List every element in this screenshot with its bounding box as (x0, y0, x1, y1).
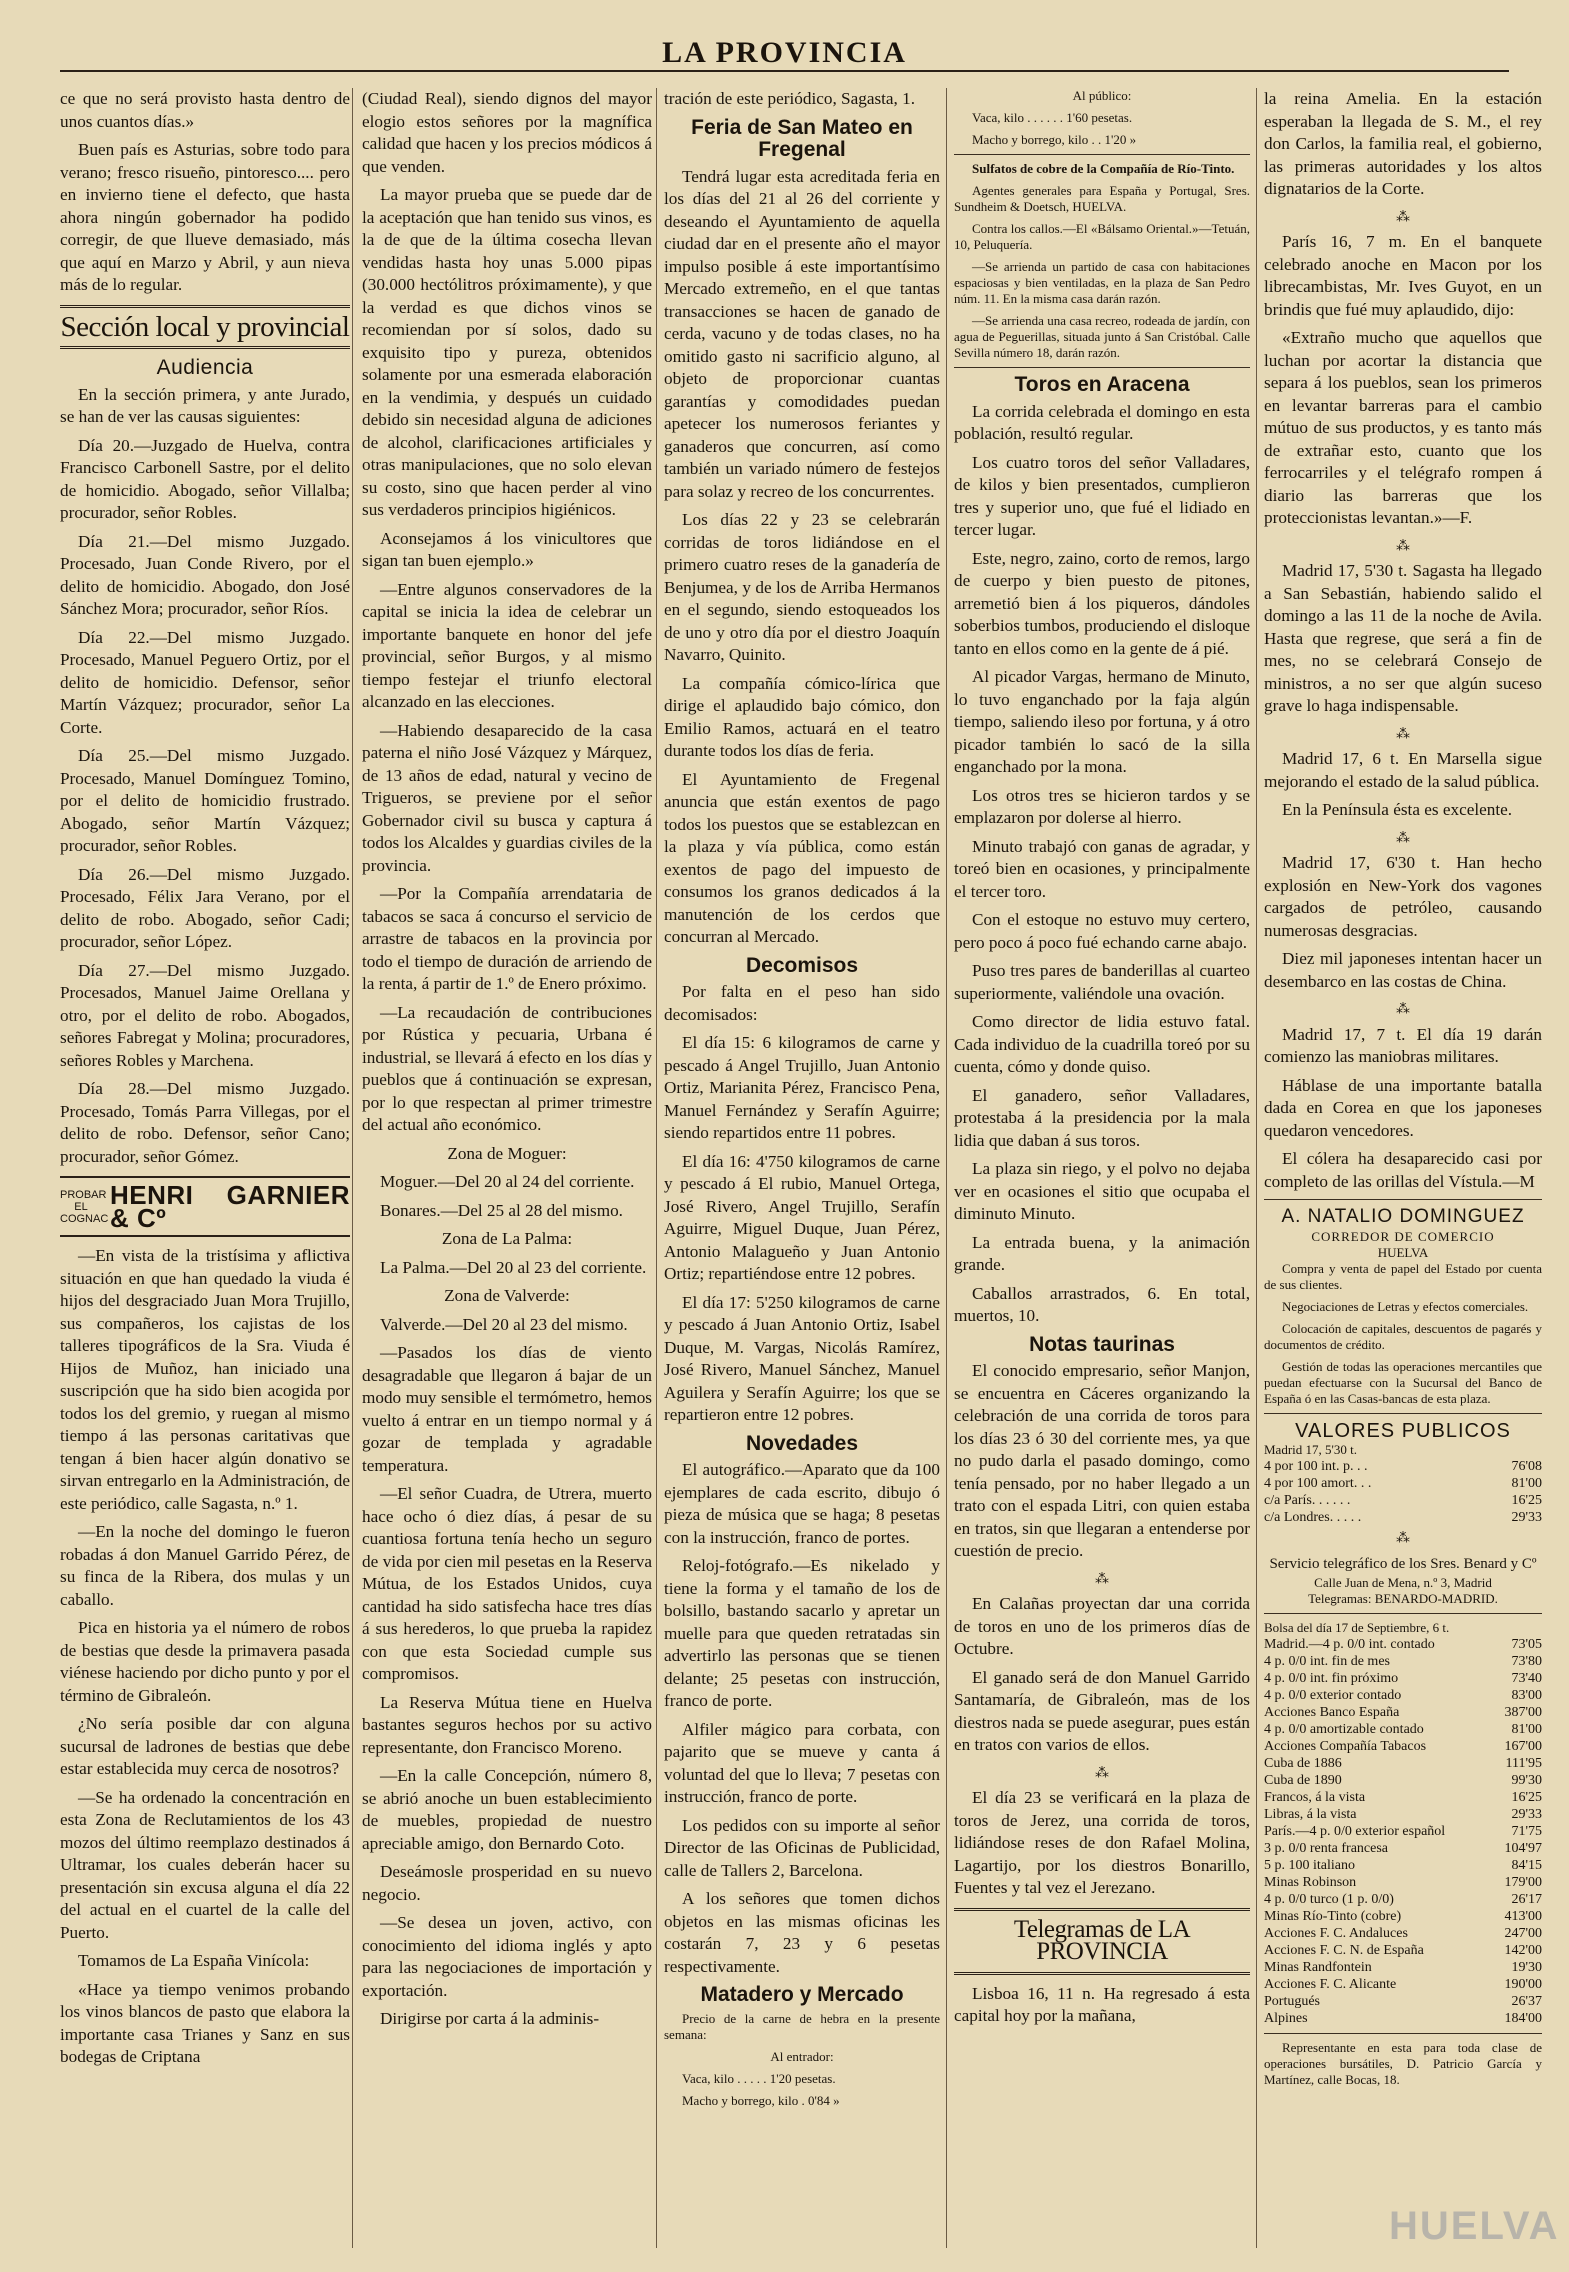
quote-row (1264, 1670, 1542, 1687)
quote-row (1264, 2010, 1542, 2027)
quote-row (1264, 1925, 1542, 1942)
column-rule (946, 88, 947, 2248)
asterism: ⁂ (1095, 1765, 1109, 1781)
paragraph: —En la noche del domingo le fueron robadas á don Manuel Garrido Pérez, de su finca de la Ribera, dos mulas y un caballo. (60, 1522, 350, 1609)
toros-heading: Toros en Aracena (1014, 373, 1190, 396)
quote-value: 83'00 (1511, 1688, 1542, 1703)
quote-row (1264, 1891, 1542, 1908)
price-subhead: Al público: (1072, 88, 1132, 103)
quote-label: 4 p. 0/0 exterior contado (1264, 1688, 1402, 1703)
paragraph: Por falta en el peso han sido decomisados: (664, 982, 940, 1024)
paragraph: —Se desea un joven, activo, con conocimiento del idioma inglés y apto para las negociaciones de importación y exportación. (362, 1913, 652, 2000)
broker-name: A. NATALIO DOMINGUEZ (1281, 1206, 1525, 1227)
benard-title: Servicio telegráfico de los Sres. Benard y Cº (1269, 1555, 1537, 1572)
quote-row (1264, 1857, 1542, 1874)
court-case: Día 20.—Juzgado de Huelva, contra Francisco Carbonell Sastre, por el delito de homicidio. Abogado, señor Villalba; procurador, señor Robles. (60, 435, 350, 522)
benard-telegram: Telegramas: BENARDO-MADRID. (1308, 1591, 1498, 1606)
asterism: ⁂ (1396, 1531, 1410, 1546)
quote-value: 81'00 (1511, 1722, 1542, 1737)
divider (1264, 1199, 1542, 1200)
paragraph: Háblase de una importante batalla dada en Corea en que los japoneses quedaron vencedores. (1264, 1075, 1542, 1140)
paragraph: Al picador Vargas, hermano de Minuto, lo tuvo enganchado por la faja algún tiempo, saliendo ileso por fortuna, y á otro picador también lo sacó de la silla enganchado por la mona. (954, 667, 1250, 776)
quote-value: 16'25 (1511, 1493, 1542, 1508)
divider (1264, 1613, 1542, 1614)
quote-value: 73'05 (1511, 1637, 1542, 1652)
zone-line: Valverde.—Del 20 al 23 del mismo. (380, 1314, 628, 1334)
section-title: Sección local y provincial (60, 310, 350, 343)
ad-sulfatos: Sulfatos de cobre de la Compañía de Río-Tinto. (972, 161, 1235, 176)
court-case: Día 21.—Del mismo Juzgado. Procesado, Juan Conde Rivero, por el delito de homicidio. Abogado, don José Sánchez Mora; procurador, señor Ríos. (60, 531, 350, 618)
quote-value: 16'25 (1511, 1790, 1542, 1805)
paragraph: Como director de lidia estuvo fatal. Cada individuo de la cuadrilla toreó por su cuenta, cómo y donde quiso. (954, 1012, 1250, 1076)
paragraph: Buen país es Asturias, sobre todo para verano; fresco risueño, pintoresco.... pero en invierno tiene el defecto, que hasta ahora ningún gobernador ha podido corregir, de que llueve demasiado, más que aquí en Marzo y Abril, y aun nieva más de lo regular. (60, 140, 350, 294)
zone-title: Zona de Valverde: (444, 1286, 570, 1305)
price-subhead: Al entrador: (770, 2048, 834, 2064)
paragraph: Caballos arrastrados, 6. En total, muertos, 10. (954, 1283, 1250, 1325)
quote-row (1264, 1653, 1542, 1670)
quote-label: 4 por 100 int. p. . . (1264, 1459, 1368, 1474)
paragraph: —En vista de la tristísima y aflictiva situación en que han quedado la viuda é hijos del desgraciado Juan Mora Trujillo, sus compañeros, los cajistas de los talleres tipográficos de la Sra. Viuda é Hijos de Muñoz, han iniciado una suscripción que ha sido bien acogida por todos los del gremio, y ruegan al mismo tiempo á las personas caritativas que tengan á bien hacer algún donativo se sirvan entregarlo en la Administración, de este periódico, calle Sagasta, n.º 1. (60, 1246, 350, 1513)
paragraph: El día 23 se verificará en la plaza de toros de Jerez, una corrida de toros, lidiándose reses de don Rafael Molina, Lagartijo, por los diestros Bonarillo, Fuentes y tal vez el Jerezano. (954, 1788, 1250, 1897)
quote-value: 26'17 (1511, 1892, 1542, 1907)
quote-value: 190'00 (1504, 1977, 1542, 1992)
audiencia-heading: Audiencia (156, 356, 254, 379)
paragraph: El día 15: 6 kilogramos de carne y pescado á Angel Trujillo, Juan Antonio Ortiz, Marianita Pérez, Francisco Pena, Manuel Fernández y Serafín Aguirre; siendo repartidos entre 11 pobres. (664, 1033, 940, 1142)
valores-date: Madrid 17, 5'30 t. (1264, 1442, 1357, 1457)
quote-label: Cuba de 1886 (1264, 1756, 1342, 1771)
paragraph: En la sección primera, y ante Jurado, se han de ver las causas siguientes: (60, 384, 350, 426)
quote-row (1264, 1475, 1542, 1492)
quote-row (1264, 1721, 1542, 1738)
paragraph: tración de este periódico, Sagasta, 1. (664, 89, 916, 108)
quote-label: 4 p. 0/0 int. fin próximo (1264, 1671, 1399, 1686)
quote-value: 81'00 (1511, 1476, 1542, 1491)
paragraph: Lisboa 16, 11 n. Ha regresado á esta capital hoy por la mañana, (954, 1983, 1250, 2025)
quote-label: Acciones F. C. Andaluces (1264, 1926, 1408, 1941)
divider (60, 305, 350, 308)
quote-value: 26'37 (1511, 1994, 1542, 2009)
quote-value: 104'97 (1504, 1841, 1542, 1856)
paragraph: Con el estoque no estuvo muy certero, pero poco á poco fué echando carne abajo. (954, 910, 1250, 952)
paragraph: El ganadero, señor Valladares, protestaba á la presidencia por la mala lidia que daban á sus toros. (954, 1085, 1250, 1150)
paragraph: Madrid 17, 7 t. El día 19 darán comienzo las maniobras militares. (1264, 1024, 1542, 1066)
divider (954, 367, 1250, 368)
court-case: Día 28.—Del mismo Juzgado. Procesado, Tomás Parra Villegas, por el delito de robo. Defensor, señor Cano; procurador, señor Gómez. (60, 1079, 350, 1166)
ad-probar: PROBAR EL COGNAC (60, 1188, 109, 1225)
paragraph: Aconsejamos á los vinicultores que sigan tan buen ejemplo.» (362, 528, 652, 570)
paragraph: —Por la Compañía arrendataria de tabacos se saca á concurso el servicio de arrastre de tabacos en la provincia por todo el tiempo de duración de arriendo de la renta, á partir de 1.º de Enero próximo. (362, 884, 652, 993)
divider (954, 1908, 1250, 1911)
quote-row (1264, 1908, 1542, 1925)
quote-label: Cuba de 1890 (1264, 1773, 1342, 1788)
quote-value: 71'75 (1511, 1824, 1542, 1839)
quote-row (1264, 1755, 1542, 1772)
feria-heading: Feria de San Mateo en Fregenal (691, 115, 913, 161)
column-3 (664, 88, 940, 2115)
paragraph: El ganado será de don Manuel Garrido Santamaría, de Gibraleón, mas de los diestros nada se puede asegurar, pues están en tratos con varios de ellos. (954, 1667, 1250, 1754)
quote-label: c/a París. . . . . . (1264, 1493, 1351, 1508)
paragraph: «Extraño mucho que aquellos que luchan por acortar la distancia que separa á los pueblos, sean los primeros en levantar barreras para el cambio mútuo de sus productos, y es tanto más de extrañar esto, cuanto que los ferrocarriles y el telégrafo rompen á diario las barreras que los proteccionistas levantan.»—F. (1264, 328, 1542, 527)
quote-label: Acciones F. C. Alicante (1264, 1977, 1397, 1992)
quote-row (1264, 1492, 1542, 1509)
asterism: ⁂ (1396, 1002, 1410, 1017)
telegramas-heading: Telegramas de LA PROVINCIA (1013, 1915, 1191, 1965)
quote-row (1264, 1509, 1542, 1526)
paragraph: «Hace ya tiempo venimos probando los vinos blancos de pasto que elabora la importante casa Trianes y Sanz en sus bodegas de Criptana (60, 1979, 350, 2066)
quote-label: París.—4 p. 0/0 exterior español (1264, 1824, 1446, 1839)
paragraph: Los días 22 y 23 se celebrarán corridas de toros lidiándose en el primero cuatro reses de la ganadería de Benjumea, y de los de Arriba Hermanos en el segundo, siendo estoqueados los de uno y otro día por el diestro Joaquín Navarro, Quinito. (664, 510, 940, 664)
paragraph: Diez mil japoneses intentan hacer un desembarco en las costas de China. (1264, 949, 1542, 991)
column-1 (60, 88, 350, 2075)
quote-value: 76'08 (1511, 1459, 1542, 1474)
ad-callos: Contra los callos.—El «Bálsamo Oriental.»—Tetuán, 10, Peluquería. (954, 221, 1250, 252)
quote-value: 142'00 (1504, 1943, 1542, 1958)
quote-label: Madrid.—4 p. 0/0 int. contado (1264, 1637, 1435, 1652)
divider (954, 1972, 1250, 1975)
paragraph: La corrida celebrada el domingo en esta población, resultó regular. (954, 401, 1250, 443)
paragraph: Pica en historia ya el número de robos de bestias que desde la primavera pasada viénese haciendo por dicho punto y por el término de Gibraleón. (60, 1618, 350, 1705)
court-case: Día 27.—Del mismo Juzgado. Procesados, Manuel Jaime Orellana y otro, por el delito de robo. Abogados, señores Fabregat y Molina; procuradores, señores Robles y Marchena. (60, 960, 350, 1070)
quote-row (1264, 1687, 1542, 1704)
asterism: ⁂ (1396, 209, 1410, 225)
price-line: Macho y borrego, kilo . . 1'20 » (972, 132, 1137, 147)
paragraph: —Habiendo desaparecido de la casa paterna el niño José Vázquez y Márquez, de 13 años de edad, natural y vecino de Trigueros, se previene por el señor Gobernador civil su busca y captura á todos los Alcaldes y guardias civiles de la provincia. (362, 720, 652, 875)
asterism: ⁂ (1396, 538, 1410, 554)
zone-line: La Palma.—Del 20 al 23 del corriente. (380, 1257, 647, 1277)
paragraph: Tomamos de La España Vinícola: (78, 1951, 310, 1970)
benard-address: Calle Juan de Mena, n.º 3, Madrid (1314, 1575, 1492, 1590)
ad-brand: HENRI GARNIER & Cº (110, 1180, 350, 1233)
zone-line: Moguer.—Del 20 al 24 del corriente. (380, 1172, 635, 1191)
quote-value: 387'00 (1504, 1705, 1542, 1720)
paragraph: En Calañas proyectan dar una corrida de toros en uno de los primeros días de Octubre. (954, 1594, 1250, 1658)
zone-title: Zona de Moguer: (447, 1143, 567, 1163)
quote-value: 84'15 (1511, 1858, 1542, 1873)
paragraph: la reina Amelia. En la estación esperaban la llegada de S. M., el rey don Carlos, la familia real, el gobierno, las primeras autoridades y los altos dignatarios de la Corte. (1264, 89, 1542, 198)
archive-stamp: HUELVA (1389, 2204, 1560, 2248)
quote-label: Portugués (1264, 1994, 1320, 2009)
paragraph: El día 16: 4'750 kilogramos de carne y pescado á El rubio, Manuel Ortega, José Rivero, Angel Trujillo, Serafín Aguirre, Miguel Duque, Juan Pérez, Antonio Malagueño y Juan Antonio Ortiz; repartiéndose entre 12 pobres. (664, 1151, 940, 1283)
quote-value: 179'00 (1504, 1875, 1542, 1890)
paragraph: La entrada buena, y la animación grande. (954, 1232, 1250, 1274)
quote-value: 73'80 (1511, 1654, 1542, 1669)
asterism: ⁂ (1095, 1571, 1109, 1587)
price-line: Vaca, kilo . . . . . . 1'60 pesetas. (972, 110, 1133, 125)
ad-agentes: Agentes generales para España y Portugal, Sres. Sundheim & Doetsch, HUELVA. (954, 183, 1250, 214)
quote-row (1264, 1636, 1542, 1653)
broker-role: CORREDOR DE COMERCIO (1311, 1228, 1495, 1244)
quote-label: 4 p. 0/0 int. fin de mes (1264, 1654, 1390, 1669)
zone-title: Zona de La Palma: (441, 1229, 573, 1248)
ad-arrienda: —Se arrienda un partido de casa con habitaciones espaciosas y bien ventiladas, en la plaza de San Pedro núm. 11. En la misma casa darán razón. (954, 259, 1250, 306)
quote-row (1264, 1959, 1542, 1976)
paragraph: La Reserva Mútua tiene en Huelva bastantes seguros hechos por su activo representante, don Francisco Moreno. (362, 1692, 652, 1757)
paragraph: —La recaudación de contribuciones por Rústica y pecuaria, Urbana é industrial, se llevará á efecto en los días y pueblos que á continuación se expresan, por lo que respectan al primer trimestre del actual año económico. (362, 1002, 652, 1134)
paragraph: —Se ha ordenado la concentración en esta Zona de Reclutamientos de los 43 mozos del último reemplazo destinados á Ultramar, los cuales deberán hacer su presentación sin excusa alguna el día 22 del actual en el cuartel de la calle del Puerto. (60, 1787, 350, 1942)
paragraph: Minuto trabajó con ganas de agradar, y toreó bien en ocasiones, y principalmente el tercer toro. (954, 836, 1250, 901)
quote-label: 5 p. 100 italiano (1264, 1858, 1355, 1873)
column-rule (656, 88, 657, 2248)
paragraph: Madrid 17, 5'30 t. Sagasta ha llegado a San Sebastián, habiendo salido el domingo a las 11 de la noche de Avila. Hasta que regrese, que será a fin de mes, no se celebrará Consejo de ministros, a no ser que algún suceso grave lo haga indispensable. (1264, 561, 1542, 715)
paragraph: Dirigirse por carta á la adminis- (380, 2009, 600, 2028)
valores-heading: VALORES PUBLICOS (1295, 1419, 1511, 1442)
court-case: Día 26.—Del mismo Juzgado. Procesado, Félix Jara Verano, por el delito de robo. Abogado, señor Cadi; procurador, señor López. (60, 864, 350, 951)
price-line: Vaca, kilo . . . . . 1'20 pesetas. (682, 2070, 836, 2086)
paragraph: Reloj-fotógrafo.—Es nikelado y tiene la forma y el tamaño de los de bolsillo, bastando sacarlo y apretar un muelle para que queden retratadas sin advertirlo las personas que se tienen delante; 25 pesetas con instrucción, franco de porte. (664, 1556, 940, 1710)
column-2 (362, 88, 652, 2037)
paragraph: La mayor prueba que se puede dar de la aceptación que han tenido sus vinos, es la de que de la última cosecha llevan vendidas hasta hoy unas 5.000 pipas (30.000 hectólitros próximamente), y que la verdad es que dichos vinos se recomiendan por sí solos, dado su exquisito tipo y pureza, obtenidos solamente por una esmerada elaboración en la vendimia, y después un cuidado debido sin necesidad alguna de adiciones de alcohol, clarificaciones artificiales y otras manipulaciones, que no solo elevan su costo, sino que hacen perder al vino sus verdaderos principios higiénicos. (362, 185, 652, 519)
paragraph: El día 17: 5'250 kilogramos de carne y pescado á Juan Antonio Ortiz, Isabel Duque, M. Vargas, Nicolás Ramírez, José Rivero, Manuel Sánchez, Manuel Aguilera y Serafín Aguirre; los que se repartieron entre 12 pobres. (664, 1292, 940, 1424)
quote-row (1264, 1704, 1542, 1721)
paragraph: París 16, 7 m. En el banquete celebrado anoche en Macon por los librecambistas, Mr. Ives Guyot, en un brindis que fué muy aplaudido, dijo: (1264, 232, 1542, 319)
paragraph: Los pedidos con su importe al señor Director de las Oficinas de Publicidad, calle de Tallers 2, Barcelona. (664, 1815, 940, 1880)
broker-line: Compra y venta de papel del Estado por cuenta de sus clientes. (1264, 1260, 1542, 1292)
column-rule (352, 88, 353, 2248)
quote-value: 111'95 (1505, 1756, 1542, 1771)
quote-row (1264, 1942, 1542, 1959)
quote-label: 4 p. 0/0 amortizable contado (1264, 1722, 1424, 1737)
quote-label: 4 p. 0/0 turco (1 p. 0/0) (1264, 1892, 1394, 1907)
quote-row (1264, 1772, 1542, 1789)
quote-label: c/a Londres. . . . . (1264, 1510, 1362, 1525)
quote-value: 73'40 (1511, 1671, 1542, 1686)
paragraph: La compañía cómico-lírica que dirige el aplaudido bajo cómico, don Emilio Ramos, actuará en el teatro durante todos los días de feria. (664, 673, 940, 760)
paragraph: —El señor Cuadra, de Utrera, muerto hace ocho ó diez días, á pesar de su cuantiosa fortuna tenía hecho un seguro de vida por cien mil pesetas en la Reserva Mútua, de los Estados Unidos, cuya cantidad ha sido satisfecha hace tres días á sus herederos, lo que prueba la rapidez con que esta Sociedad cumple sus compromisos. (362, 1484, 652, 1683)
broker-city: HUELVA (1377, 1244, 1429, 1260)
paragraph: Madrid 17, 6 t. En Marsella sigue mejorando el estado de la salud pública. (1264, 749, 1542, 791)
quote-label: Minas Randfontein (1264, 1960, 1372, 1975)
paragraph: Los otros tres se hicieron tardos y se emplazaron por dolerse al hierro. (954, 785, 1250, 827)
quote-row (1264, 1806, 1542, 1823)
column-4 (954, 88, 1250, 2034)
quote-label: Libras, á la vista (1264, 1807, 1357, 1822)
quote-value: 29'33 (1511, 1510, 1542, 1525)
quote-value: 167'00 (1504, 1739, 1542, 1754)
divider (954, 154, 1250, 155)
quote-value: 99'30 (1511, 1773, 1542, 1788)
asterism: ⁂ (1396, 726, 1410, 742)
paragraph: —Pasados los días de viento desagradable que llegaron á bajar de un modo muy sensible el termómetro, hemos vuelto á entrar en un tiempo normal y á gozar de templada y agradable temperatura. (362, 1343, 652, 1475)
representative-note: Representante en esta para toda clase de operaciones bursátiles, D. Patricio García y Martínez, calle Bocas, 18. (1264, 2040, 1542, 2087)
column-5 (1264, 88, 1542, 2094)
paragraph: La plaza sin riego, y el polvo no dejaba ver en ocasiones el sitio que ocupaba el diminuto Minuto. (954, 1159, 1250, 1223)
paragraph: ¿No sería posible dar con alguna sucursal de ladrones de bestias que debe estar establecida muy cerca de nosotros? (60, 1714, 350, 1778)
quote-label: Minas Río-Tinto (cobre) (1264, 1909, 1402, 1924)
paragraph: El conocido empresario, señor Manjon, se encuentra en Cáceres organizando la celebración de una corrida de toros para los días 23 ó 30 del corriente mes, ya que no pudo darla el pasado domingo, como tenía pensado, por no haber llegado a un trato con el espada Litri, con quien estaba en tratos, sin que llegaran a entenderse por cuestión de precio. (954, 1361, 1250, 1560)
paragraph: (Ciudad Real), siendo dignos del mayor elogio estos señores por la magnífica calidad que hacen y los precios módicos á que venden. (362, 89, 652, 176)
quote-row (1264, 1789, 1542, 1806)
bolsa-title: Bolsa del día 17 de Septiembre, 6 t. (1264, 1620, 1450, 1635)
quote-row (1264, 1840, 1542, 1857)
broker-line: Gestión de todas las operaciones mercantiles que puedan efectuarse con la Sucursal del Banco de España ó en las Casas-bancas de esta plaza. (1264, 1358, 1542, 1406)
paragraph: —Entre algunos conservadores de la capital se inicia la idea de celebrar un importante banquete en honor del jefe provincial, señor Burgos, y al mismo tiempo festejar el triunfo electoral alcanzado en las elecciones. (362, 579, 652, 711)
court-case: Día 22.—Del mismo Juzgado. Procesado, Manuel Peguero Ortiz, por el delito de homicidio. Defensor, señor Martín Vázquez; procurador, señor La Corte. (60, 627, 350, 737)
paragraph: Los cuatro toros del señor Valladares, de kilos y bien presentados, cumplieron tres y superior uno, que fué el lidiado en tercer lugar. (954, 452, 1250, 539)
divider (1264, 1413, 1542, 1414)
quote-value: 247'00 (1504, 1926, 1542, 1941)
price-note: Precio de la carne de hebra en la presente semana: (664, 2010, 940, 2042)
divider (60, 346, 350, 349)
quote-value: 19'30 (1511, 1960, 1542, 1975)
quote-row (1264, 1738, 1542, 1755)
novedades-heading: Novedades (745, 1431, 859, 1455)
paragraph: ce que no será provisto hasta dentro de unos cuantos días.» (60, 89, 350, 131)
masthead: LA PROVINCIA (60, 36, 1509, 72)
quote-label: Alpines (1264, 2011, 1308, 2026)
notas-heading: Notas taurinas (1029, 1332, 1175, 1356)
quote-label: Francos, á la vista (1264, 1790, 1366, 1805)
quote-value: 184'00 (1504, 2011, 1542, 2026)
paragraph: Puso tres pares de banderillas al cuarteo superiormente, valiéndole una ovación. (954, 961, 1250, 1003)
quote-value: 29'33 (1511, 1807, 1542, 1822)
bolsa-list (1264, 1636, 1542, 2027)
paragraph: A los señores que tomen dichos objetos en las mismas oficinas les costarán 7, 23 y 6 pesetas respectivamente. (664, 1889, 940, 1976)
ad-arrienda-recreo: —Se arrienda una casa recreo, rodeada de jardín, con agua de Peguerillas, situada junto á San Cristóbal. Calle Sevilla número 18, darán razón. (954, 313, 1250, 360)
quote-label: 4 por 100 amort. . . (1264, 1476, 1372, 1491)
paragraph: El cólera ha desaparecido casi por completo de las orillas del Vístula.—M (1264, 1149, 1542, 1191)
court-case: Día 25.—Del mismo Juzgado. Procesado, Manuel Domínguez Tomino, por el delito de homicidio frustrado. Abogado, señor Martín Vázquez; procurador, señor Robles. (60, 746, 350, 855)
paragraph: Tendrá lugar esta acreditada feria en los días del 21 al 26 del corriente y deseando el Ayuntamiento de aquella ciudad dar en el presente año el mayor impulso posible á este importantísimo Mercado extremeño, en el que tantas transacciones se hacen de ganado de cerda, vacuno y de todas clases, no ha omitido gasto ni sacrificio alguno, al objeto de proporcionar cuantas garantías y comodidades puedan apetecer los numerosos feriantes y ganaderos que concurren, así como también un variado número de festejos para solaz y recreo de los concurrentes. (664, 166, 940, 501)
column-rule (1256, 88, 1257, 2248)
valores-list (1264, 1458, 1542, 1526)
quote-value: 413'00 (1504, 1909, 1542, 1924)
broker-line: Negociaciones de Letras y efectos comerciales. (1282, 1298, 1529, 1314)
price-line: Macho y borrego, kilo . 0'84 » (682, 2092, 840, 2108)
quote-row (1264, 1874, 1542, 1891)
divider (1264, 2033, 1542, 2034)
zone-line: Bonares.—Del 25 al 28 del mismo. (380, 1200, 623, 1220)
matadero-heading: Matadero y Mercado (700, 1983, 904, 2006)
quote-row (1264, 1823, 1542, 1840)
quote-label: 3 p. 0/0 renta francesa (1264, 1841, 1388, 1856)
decomisos-heading: Decomisos (745, 953, 859, 977)
quote-label: Acciones Compañía Tabacos (1264, 1739, 1427, 1754)
broker-line: Colocación de capitales, descuentos de pagarés y documentos de crédito. (1264, 1320, 1542, 1352)
quote-row (1264, 1976, 1542, 1993)
quote-row (1264, 1458, 1542, 1475)
paragraph: Madrid 17, 6'30 t. Han hecho explosión en New-York dos vagones cargados de petróleo, causando numerosas desgracias. (1264, 853, 1542, 940)
quote-label: Acciones F. C. N. de España (1264, 1943, 1424, 1958)
paragraph: El Ayuntamiento de Fregenal anuncia que están exentos de pago todos los puestos que se establezcan en la plaza y vía pública, como están exentos de pago del impuesto de consumos los granos dedicados á la manutención de los cerdos que concurran al Mercado. (664, 769, 940, 946)
quote-label: Acciones Banco España (1264, 1705, 1400, 1720)
paragraph: —En la calle Concepción, número 8, se abrió anoche un buen establecimiento de muebles, propiedad de nuestro apreciable amigo, don Bernardo Coto. (362, 1766, 652, 1853)
paragraph: El autográfico.—Aparato que da 100 ejemplares de cada escrito, dibujo ó pieza de música que se haga; 8 pesetas con la instrucción, franco de portes. (664, 1460, 940, 1547)
paragraph: Alfiler mágico para corbata, con pajarito que se mueve y canta á voluntad del que lo lleva; 7 pesetas con instrucción, franco de porte. (664, 1719, 940, 1806)
quote-row (1264, 1993, 1542, 2010)
paragraph: Este, negro, zaino, corto de remos, largo de cuerpo y bien puesto de pitones, arremetió bien á los piqueros, dándoles soberbios tumbos, produciendo el disloque tanto en ellos como en la gente de á pié. (954, 548, 1250, 658)
paragraph: En la Península ésta es excelente. (1282, 800, 1513, 819)
paragraph: Deseámosle prosperidad en su nuevo negocio. (362, 1862, 652, 1904)
cognac-ad (60, 1176, 350, 1237)
asterism: ⁂ (1396, 830, 1410, 846)
quote-label: Minas Robinson (1264, 1875, 1357, 1890)
